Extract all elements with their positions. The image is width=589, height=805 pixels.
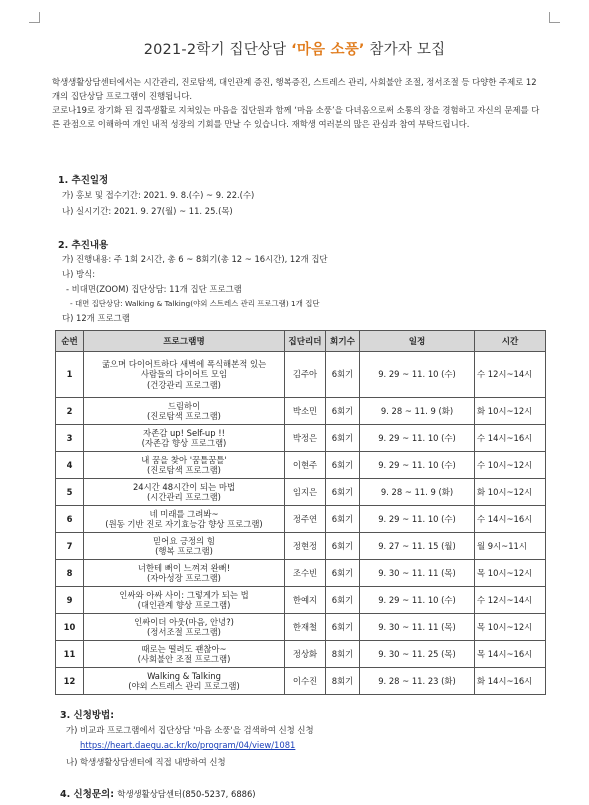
page-corner-mark	[549, 12, 560, 23]
schedule-cell: 9. 29 ~ 11. 10 (수)	[360, 352, 475, 398]
contact-text: 학생생활상담센터(850-5237, 6886)	[117, 789, 256, 799]
leader-cell: 정주연	[285, 506, 326, 533]
section-4-heading	[60, 786, 256, 800]
program-name-line: 사람들의 다이어트 모임	[140, 369, 228, 380]
row-number: 8	[56, 560, 84, 587]
sessions-cell: 6회기	[326, 614, 360, 641]
title-prefix: 2021-2학기 집단상담	[143, 42, 292, 58]
program-name-cell	[84, 641, 285, 668]
table-row	[56, 398, 546, 425]
program-name-cell	[84, 398, 285, 425]
sessions-cell: 6회기	[326, 398, 360, 425]
program-name-line: 드림하이	[167, 400, 201, 411]
sessions-cell: 6회기	[326, 533, 360, 560]
program-name-cell	[84, 587, 285, 614]
program-name-line: Walking & Talking	[147, 670, 221, 681]
program-name-cell	[84, 560, 285, 587]
leader-cell: 김주아	[285, 352, 326, 398]
program-name-line: (자존감 향상 프로그램)	[141, 438, 227, 448]
row-number: 2	[56, 398, 84, 425]
page-title	[0, 38, 589, 59]
program-name-line: (대인관계 향상 프로그램)	[137, 600, 231, 610]
row-number: 6	[56, 506, 84, 533]
schedule-cell: 9. 28 ~ 11. 9 (화)	[360, 479, 475, 506]
program-name-line: 자존감 up! Self-up !!	[143, 427, 225, 438]
row-number: 3	[56, 425, 84, 452]
section-3-item-a: 가) 비교과 프로그램에서 집단상담 '마음 소풍'을 검색하여 신청 신청	[66, 725, 314, 735]
section-2-item-b2: - 대면 집단상담: Walking & Talking(야외 스트레스 관리 프로그램) 1개 집단	[70, 299, 320, 308]
program-name-line: 내 꿈을 찾아 '꿈틀꿈틀'	[141, 454, 227, 465]
time-cell: 수 10시~12시	[475, 452, 546, 479]
program-name-cell	[84, 425, 285, 452]
program-name-line: 굶으며 다이어트하다 새벽에 폭식해본적 있는	[101, 358, 267, 369]
table-row	[56, 506, 546, 533]
section-1-item-a: 가) 홍보 및 접수기간: 2021. 9. 8.(수) ~ 9. 22.(수)	[62, 190, 255, 200]
section-2-item-b: 나) 방식:	[62, 269, 96, 279]
program-name-line: (건강관리 프로그램)	[147, 379, 221, 390]
title-highlight: ‘마음 소풍’	[291, 42, 365, 58]
program-name-line: 때로는 떨려도 괜찮아~	[141, 643, 227, 654]
program-name-cell	[84, 479, 285, 506]
program-name-line: (행복 프로그램)	[155, 546, 213, 556]
section-1-heading: 1. 추진일정	[58, 175, 109, 186]
sessions-cell: 6회기	[326, 452, 360, 479]
leader-cell: 박정은	[285, 425, 326, 452]
section-1-item-b: 나) 실시기간: 2021. 9. 27(월) ~ 11. 25.(목)	[62, 206, 233, 216]
program-name-cell	[84, 352, 285, 398]
program-name-line: (사회불안 조절 프로그램)	[137, 654, 231, 664]
schedule-cell: 9. 27 ~ 11. 15 (월)	[360, 533, 475, 560]
section-3-item-b: 나) 학생생활상담센터에 직접 내방하여 신청	[66, 757, 226, 767]
table-header-row	[56, 331, 546, 352]
leader-cell: 한재철	[285, 614, 326, 641]
section-2-heading: 2. 추진내용	[58, 240, 109, 251]
schedule-cell: 9. 30 ~ 11. 11 (목)	[360, 560, 475, 587]
schedule-cell: 9. 28 ~ 11. 9 (화)	[360, 398, 475, 425]
table-row	[56, 479, 546, 506]
col-header-schedule: 일정	[360, 331, 475, 352]
table-row	[56, 668, 546, 695]
row-number: 10	[56, 614, 84, 641]
page-corner-mark	[29, 12, 40, 23]
intro-paragraph-2: 코로나19로 장기화 된 집콕생활로 지쳐있는 마음을 집단원과 함께 ‘마음 소풍’을 다녀옴으로써 소통의 장을 경험하고 자신의 문제를 다른 관점으로 이해하여 개인 내적 성장의 기회를 만날 수 있습니다. 재학생 여러분의 많은 관심과 참여 부탁드립니다.	[52, 105, 540, 129]
program-name-cell	[84, 452, 285, 479]
program-name-line: 인싸와 아싸 사이: 그렇게가 되는 법	[119, 589, 249, 600]
program-name-line: 너한테 뻐이 느껴져 완뻐!	[137, 562, 231, 573]
row-number: 11	[56, 641, 84, 668]
intro-paragraph-1: 학생생활상담센터에서는 시간관리, 진로탐색, 대인관계 증진, 행복증진, 스트레스 관리, 사회불안 조절, 정서조절 등 다양한 주제로 12개의 집단상담 프로그램이 진행됩니다.	[52, 77, 537, 101]
leader-cell: 정현정	[285, 533, 326, 560]
section-2-item-a: 가) 진행내용: 주 1회 2시간, 총 6 ~ 8회기(총 12 ~ 16시간), 12개 집단	[62, 254, 328, 264]
table-row	[56, 641, 546, 668]
col-header-time: 시간	[475, 331, 546, 352]
time-cell: 목 10시~12시	[475, 614, 546, 641]
schedule-cell: 9. 30 ~ 11. 25 (목)	[360, 641, 475, 668]
leader-cell: 박소민	[285, 398, 326, 425]
title-suffix: 참가자 모집	[364, 42, 446, 58]
program-name-line: (진로탐색 프로그램)	[147, 411, 221, 421]
col-header-program: 프로그램명	[84, 331, 285, 352]
sessions-cell: 6회기	[326, 425, 360, 452]
table-row	[56, 614, 546, 641]
program-name-line: (자아성장 프로그램)	[147, 573, 221, 583]
program-name-line: (시간관리 프로그램)	[147, 492, 221, 502]
leader-cell: 정상화	[285, 641, 326, 668]
section-2-item-c: 다) 12개 프로그램	[62, 313, 130, 323]
time-cell: 화 14시~16시	[475, 668, 546, 695]
table-row	[56, 533, 546, 560]
program-table	[55, 330, 546, 695]
row-number: 12	[56, 668, 84, 695]
time-cell: 화 10시~12시	[475, 398, 546, 425]
program-link[interactable]: https://heart.daegu.ac.kr/ko/program/04/view/1081	[80, 740, 296, 750]
row-number: 9	[56, 587, 84, 614]
intro-text	[52, 75, 544, 131]
time-cell: 월 9시~11시	[475, 533, 546, 560]
program-name-cell	[84, 668, 285, 695]
program-name-cell	[84, 533, 285, 560]
program-name-line: 인싸이더 아웃(마음, 안녕?)	[134, 616, 234, 627]
leader-cell: 조수빈	[285, 560, 326, 587]
schedule-cell: 9. 29 ~ 11. 10 (수)	[360, 425, 475, 452]
time-cell: 화 10시~12시	[475, 479, 546, 506]
table-row	[56, 587, 546, 614]
program-name-cell	[84, 506, 285, 533]
sessions-cell: 6회기	[326, 560, 360, 587]
section-2-item-b1: - 비대면(ZOOM) 집단상담: 11개 집단 프로그램	[66, 284, 242, 294]
table-row	[56, 452, 546, 479]
time-cell: 수 14시~16시	[475, 425, 546, 452]
sessions-cell: 8회기	[326, 668, 360, 695]
leader-cell: 이현주	[285, 452, 326, 479]
section-4-heading-text: 4. 신청문의:	[60, 789, 115, 800]
program-name-line: (정서조절 프로그램)	[147, 627, 221, 637]
sessions-cell: 6회기	[326, 479, 360, 506]
program-name-line: 믿어요 긍정의 힘	[153, 535, 215, 546]
program-name-line: (야외 스트레스 관리 프로그램)	[128, 681, 240, 691]
table-row	[56, 352, 546, 398]
col-header-leader: 집단리더	[285, 331, 326, 352]
table-row	[56, 425, 546, 452]
leader-cell: 이수진	[285, 668, 326, 695]
schedule-cell: 9. 29 ~ 11. 10 (수)	[360, 506, 475, 533]
sessions-cell: 6회기	[326, 352, 360, 398]
schedule-cell: 9. 29 ~ 11. 10 (수)	[360, 587, 475, 614]
section-3-link-line	[80, 740, 295, 750]
program-name-cell	[84, 614, 285, 641]
schedule-cell: 9. 30 ~ 11. 11 (목)	[360, 614, 475, 641]
row-number: 5	[56, 479, 84, 506]
time-cell: 수 12시~14시	[475, 587, 546, 614]
col-header-sessions: 회기수	[326, 331, 360, 352]
time-cell: 수 12시~14시	[475, 352, 546, 398]
schedule-cell: 9. 28 ~ 11. 23 (화)	[360, 668, 475, 695]
sessions-cell: 8회기	[326, 641, 360, 668]
time-cell: 목 10시~12시	[475, 560, 546, 587]
program-name-line: (진로탐색 프로그램)	[147, 465, 221, 475]
time-cell: 수 14시~16시	[475, 506, 546, 533]
section-3-heading: 3. 신청방법:	[60, 710, 115, 721]
sessions-cell: 6회기	[326, 587, 360, 614]
program-name-line: 24시간 48시간이 되는 마법	[132, 481, 236, 492]
table-row	[56, 560, 546, 587]
col-header-number: 순번	[56, 331, 84, 352]
row-number: 7	[56, 533, 84, 560]
leader-cell: 한예지	[285, 587, 326, 614]
time-cell: 목 14시~16시	[475, 641, 546, 668]
leader-cell: 임지은	[285, 479, 326, 506]
row-number: 1	[56, 352, 84, 398]
sessions-cell: 6회기	[326, 506, 360, 533]
schedule-cell: 9. 29 ~ 11. 10 (수)	[360, 452, 475, 479]
row-number: 4	[56, 452, 84, 479]
program-name-line: 네 미래를 그려봐~	[149, 508, 219, 519]
program-name-line: (원동 기반 진로 자기효능감 향상 프로그램)	[105, 519, 263, 529]
